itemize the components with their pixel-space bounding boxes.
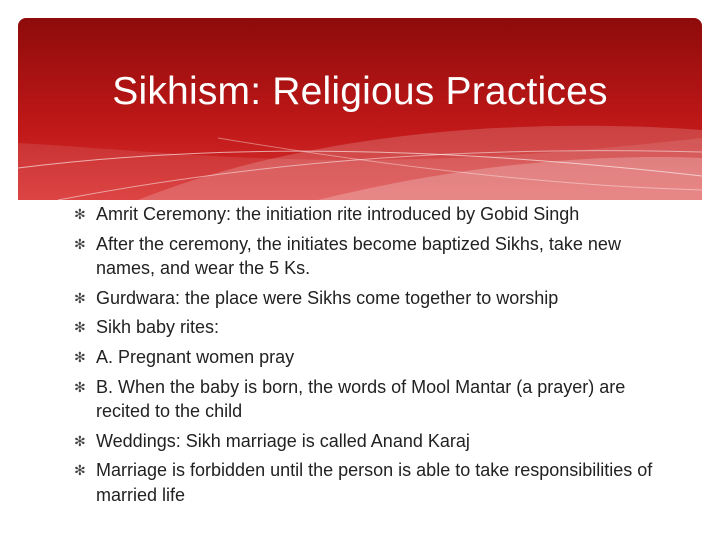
bullet-text: Amrit Ceremony: the initiation rite introduced by Gobid Singh bbox=[96, 204, 580, 224]
bullet-list bbox=[74, 202, 674, 513]
asterisk-icon: ✻ bbox=[74, 378, 86, 395]
asterisk-icon: ✻ bbox=[74, 319, 86, 336]
slide-title: Sikhism: Religious Practices bbox=[112, 70, 608, 113]
bullet-item bbox=[74, 345, 674, 370]
title-banner bbox=[18, 18, 702, 200]
bullet-text: Gurdwara: the place were Sikhs come together to worship bbox=[96, 287, 559, 308]
bullet-text: B. When the baby is born, the words of Mool Mantar (a prayer) are recited to the child bbox=[96, 376, 626, 422]
asterisk-icon: ✻ bbox=[74, 432, 86, 449]
asterisk-icon: ✻ bbox=[74, 348, 86, 365]
asterisk-icon: ✻ bbox=[74, 206, 86, 222]
bullet-item bbox=[74, 429, 674, 454]
asterisk-icon: ✻ bbox=[74, 235, 86, 252]
bullet-item bbox=[74, 315, 674, 340]
bullet-text: After the ceremony, the initiates become baptized Sikhs, take new names, and wear the 5 Ks. bbox=[96, 233, 621, 279]
bullet-item bbox=[74, 458, 674, 507]
bullet-text: Marriage is forbidden until the person is able to take responsibilities of married life bbox=[96, 460, 653, 505]
asterisk-icon: ✻ bbox=[74, 289, 86, 306]
bullet-item bbox=[74, 286, 674, 311]
bullet-item bbox=[74, 375, 674, 424]
bullet-text: Sikh baby rites: bbox=[96, 317, 220, 338]
asterisk-icon: ✻ bbox=[74, 462, 86, 479]
bullet-item bbox=[74, 202, 674, 227]
bullet-text: A. Pregnant women pray bbox=[96, 346, 295, 367]
bullet-item bbox=[74, 232, 674, 281]
bullet-text: Weddings: Sikh marriage is called Anand Karaj bbox=[96, 430, 470, 451]
